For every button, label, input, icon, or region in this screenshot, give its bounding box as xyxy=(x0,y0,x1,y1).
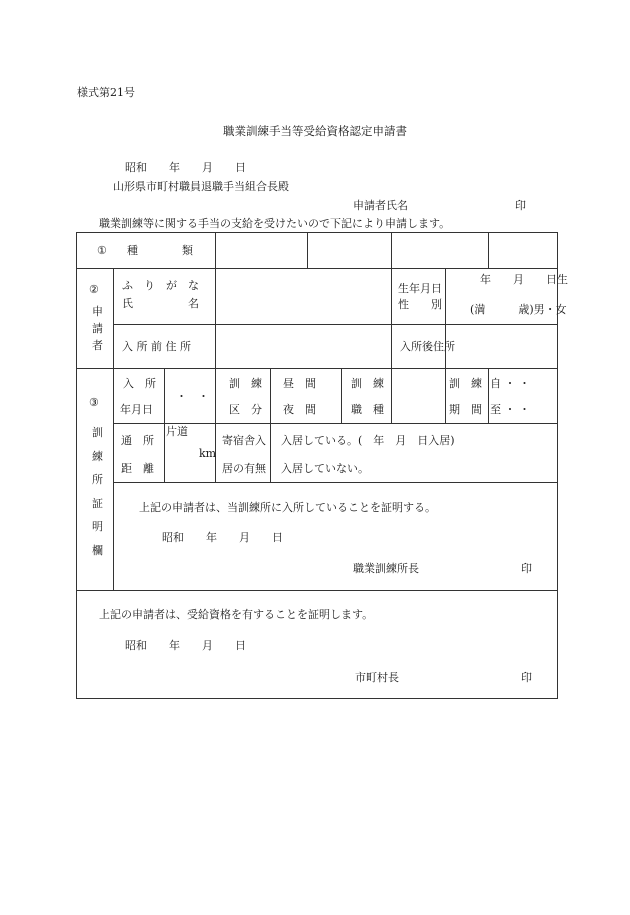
commute-value-cell[interactable] xyxy=(165,424,216,483)
addressee: 山形県市町村職員退職手当組合長殿 xyxy=(113,180,289,193)
application-form-table xyxy=(76,232,569,699)
period-value-cell[interactable] xyxy=(489,369,558,424)
prev-address-label-cell xyxy=(114,325,216,369)
type-label: 種 類 xyxy=(127,244,193,257)
municipal-cert-date: 昭和 年 月 日 xyxy=(125,639,246,652)
oneway-label: 片道 xyxy=(166,425,188,438)
mayor-label: 市町村長 xyxy=(355,671,399,684)
period-to: 至 ・ ・ xyxy=(490,403,531,416)
next-address-label-cell xyxy=(392,325,456,369)
name-value[interactable] xyxy=(216,269,392,325)
entry-date-label-cell xyxy=(114,369,165,424)
type-row xyxy=(77,233,558,269)
dorm-yes-option: 入居している。( 年 月 日入居) xyxy=(281,434,455,447)
mayor-seal: 印 xyxy=(521,671,532,684)
section1-number: ① xyxy=(97,244,107,257)
name-label-cell xyxy=(114,269,216,325)
birth-label-cell xyxy=(392,269,446,325)
dorm-options-cell[interactable] xyxy=(271,424,558,483)
prev-address-label: 入 所 前 住 所 xyxy=(122,340,191,353)
job-type-label-1: 訓 練 xyxy=(351,377,385,390)
division-label-2: 区 分 xyxy=(229,403,263,416)
training-director-seal: 印 xyxy=(521,562,532,575)
section3-number: ③ xyxy=(89,396,99,409)
division-label-1: 訓 練 xyxy=(229,377,263,390)
commute-row xyxy=(77,424,558,483)
next-address-label: 入所後住所 xyxy=(400,340,456,353)
commute-label-2: 距 離 xyxy=(121,462,154,475)
period-label-1: 訓 練 xyxy=(449,377,483,390)
training-cert-text: 上記の申請者は、当訓練所に入所していることを証明する。 xyxy=(139,501,436,514)
period-label-cell xyxy=(446,369,489,424)
form-title: 職業訓練手当等受給資格認定申請書 xyxy=(223,124,407,138)
applicant-section-label xyxy=(77,269,114,369)
training-cert-row xyxy=(77,483,558,591)
job-type-label-cell xyxy=(342,369,392,424)
age-sex-value: (満 歳)男・女 xyxy=(470,303,567,316)
training-cert-date: 昭和 年 月 日 xyxy=(162,531,283,544)
commute-label-1: 通 所 xyxy=(121,434,154,447)
municipal-cert-text: 上記の申請者は、受給資格を有することを証明します。 xyxy=(99,608,374,621)
birth-value: 年 月 日生 xyxy=(480,273,569,286)
dorm-label-cell xyxy=(216,424,271,483)
type-label-cell xyxy=(77,233,216,269)
job-type-label-2: 職 種 xyxy=(351,403,385,416)
applicant-seal: 印 xyxy=(515,199,526,212)
training-director-label: 職業訓練所長 xyxy=(353,562,419,575)
intro-text: 職業訓練等に関する手当の支給を受けたいので下記により申請します。 xyxy=(99,217,451,230)
entry-date-value-cell[interactable] xyxy=(165,369,216,424)
prev-address-value[interactable] xyxy=(216,325,392,369)
training-info-row xyxy=(77,369,558,424)
dorm-label-1: 寄宿舎入 xyxy=(222,434,267,447)
applicant-label: 申 請 者 xyxy=(92,305,103,352)
next-address-value[interactable] xyxy=(446,325,558,369)
training-section-label xyxy=(77,369,114,591)
type-value-1[interactable] xyxy=(216,233,308,269)
dorm-label-2: 居の有無 xyxy=(222,462,267,475)
type-value-2[interactable] xyxy=(308,233,392,269)
section2-number: ② xyxy=(89,283,99,296)
applicant-name-row xyxy=(77,269,558,325)
municipal-cert-row xyxy=(77,591,558,699)
birth-value-cell[interactable] xyxy=(446,269,569,325)
type-value-4[interactable] xyxy=(489,233,558,269)
period-from: 自 ・ ・ xyxy=(490,377,531,390)
address-row xyxy=(77,325,558,369)
division-value-cell[interactable] xyxy=(271,369,342,424)
commute-label-cell xyxy=(114,424,165,483)
municipal-cert-cell xyxy=(77,591,558,699)
period-label-2: 期 間 xyxy=(449,403,483,416)
applicant-name-label: 申請者氏名 xyxy=(353,199,408,212)
training-cert-label: 訓 練 所 証 明 欄 xyxy=(92,426,103,557)
training-cert-cell xyxy=(114,483,558,591)
entry-label: 入 所 xyxy=(123,377,156,390)
furigana-label: ふ り が な xyxy=(122,279,199,292)
birth-label: 生年月日 xyxy=(398,282,443,295)
job-type-value[interactable] xyxy=(392,369,446,424)
km-unit: km xyxy=(199,447,217,460)
nighttime-option: 夜 間 xyxy=(283,403,317,416)
form-number: 様式第21号 xyxy=(77,86,135,99)
division-label-cell xyxy=(216,369,271,424)
sex-label: 性 別 xyxy=(398,298,443,311)
daytime-option: 昼 間 xyxy=(283,377,317,390)
entry-date-label: 年月日 xyxy=(120,403,153,416)
entry-date-value: ・ ・ xyxy=(176,390,209,403)
date-line: 昭和 年 月 日 xyxy=(125,161,246,174)
dorm-no-option: 入居していない。 xyxy=(281,462,370,475)
type-value-3[interactable] xyxy=(392,233,489,269)
name-label: 氏 名 xyxy=(122,297,199,310)
